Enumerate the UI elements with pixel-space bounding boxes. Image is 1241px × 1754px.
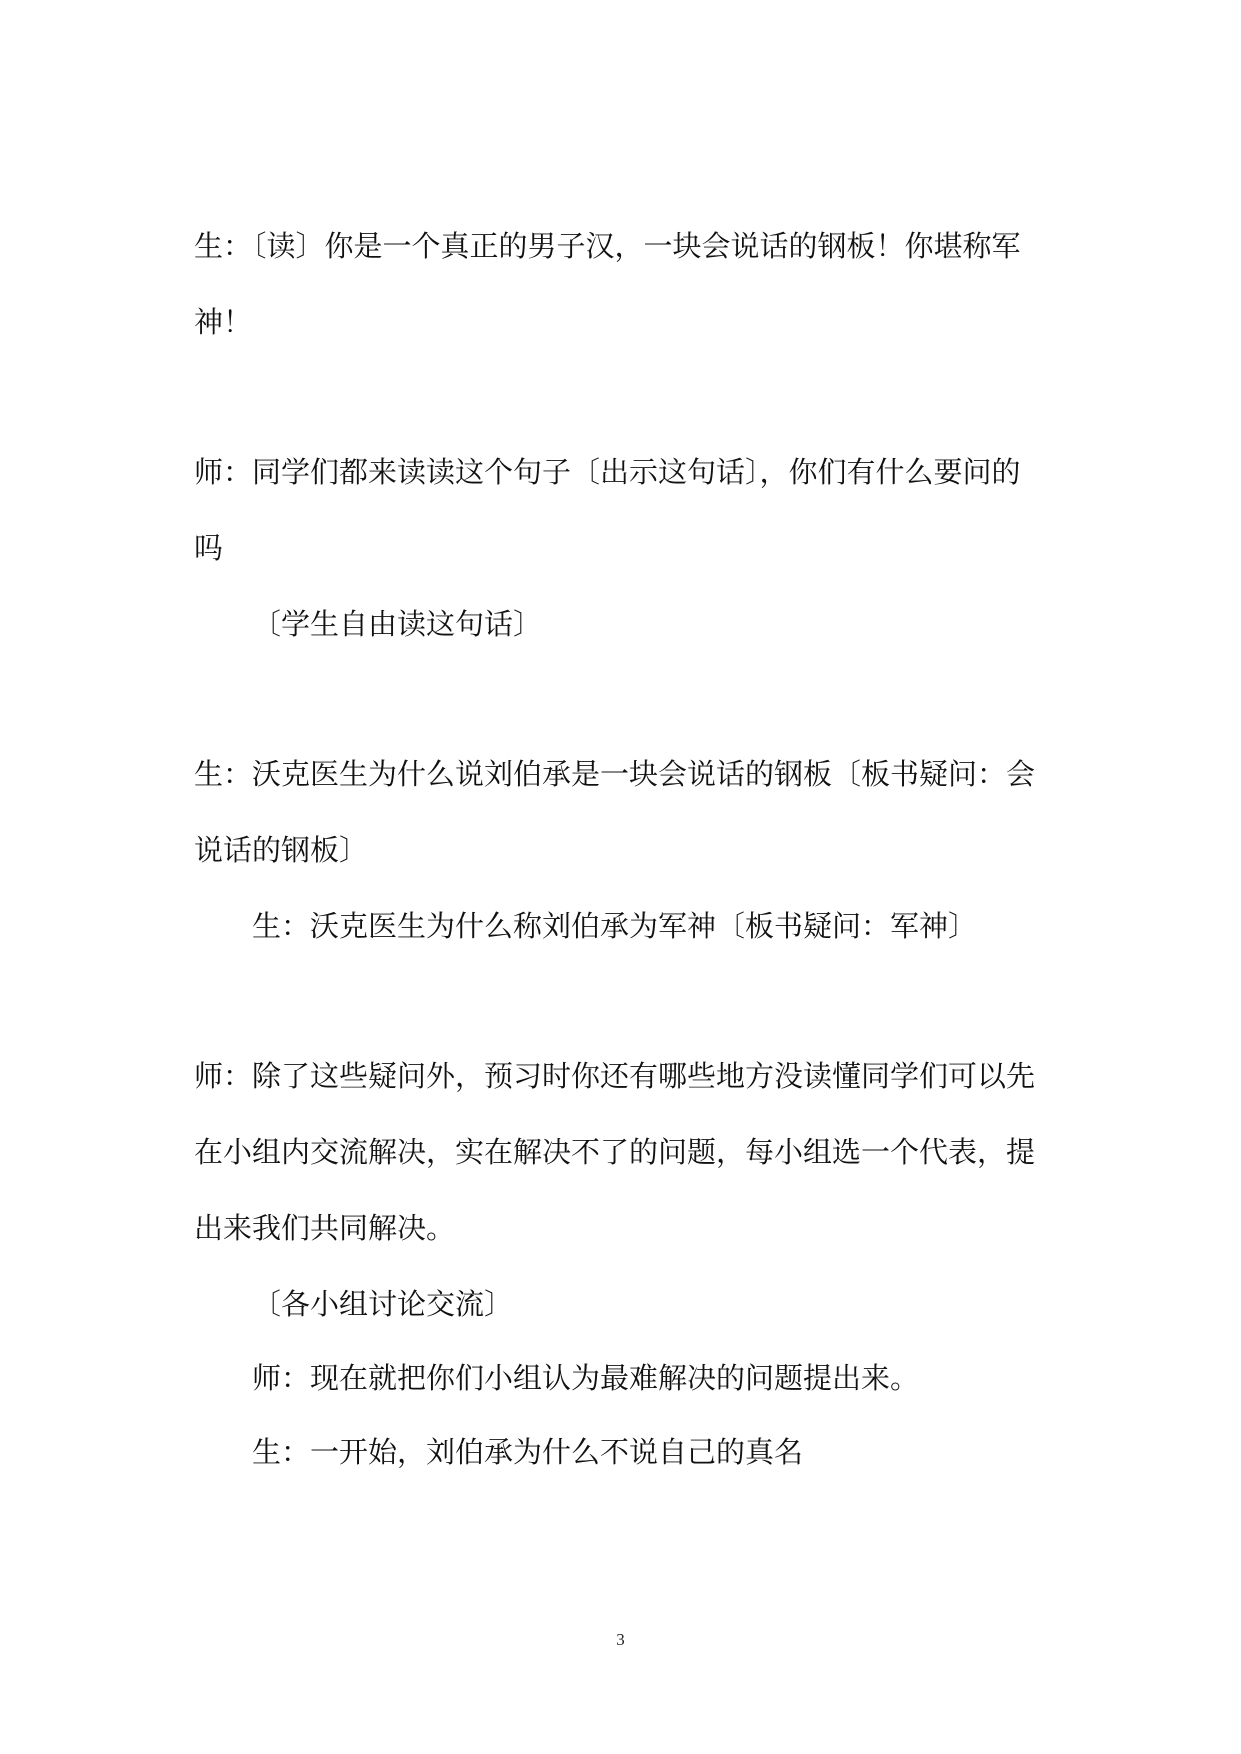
paragraph-line: 生：〔读〕你是一个真正的男子汉，一块会说话的钢板！你堪称军 [194,229,1021,263]
paragraph-line: 在小组内交流解决，实在解决不了的问题，每小组选一个代表，提 [194,1135,1036,1169]
page-number: 3 [616,1630,625,1649]
paragraph-line: 吗 [194,531,224,565]
paragraph-line: 生：沃克医生为什么说刘伯承是一块会说话的钢板〔板书疑问：会 [194,757,1036,791]
paragraph-line: 〔各小组讨论交流〕 [252,1287,514,1321]
paragraph-line: 〔学生自由读这句话〕 [252,607,543,641]
paragraph-line: 师：同学们都来读读这个句子〔出示这句话〕，你们有什么要问的 [194,455,1021,489]
paragraph-line: 神！ [194,305,253,339]
paragraph-line: 师：现在就把你们小组认为最难解决的问题提出来。 [252,1361,920,1395]
paragraph-line: 师：除了这些疑问外，预习时你还有哪些地方没读懂同学们可以先 [194,1059,1036,1093]
paragraph-line: 生：沃克医生为什么称刘伯承为军神〔板书疑问：军神〕 [252,909,978,943]
paragraph-line: 出来我们共同解决。 [194,1211,456,1245]
paragraph-line: 生：一开始，刘伯承为什么不说自己的真名 [252,1435,804,1469]
paragraph-line: 说话的钢板〕 [194,833,369,867]
